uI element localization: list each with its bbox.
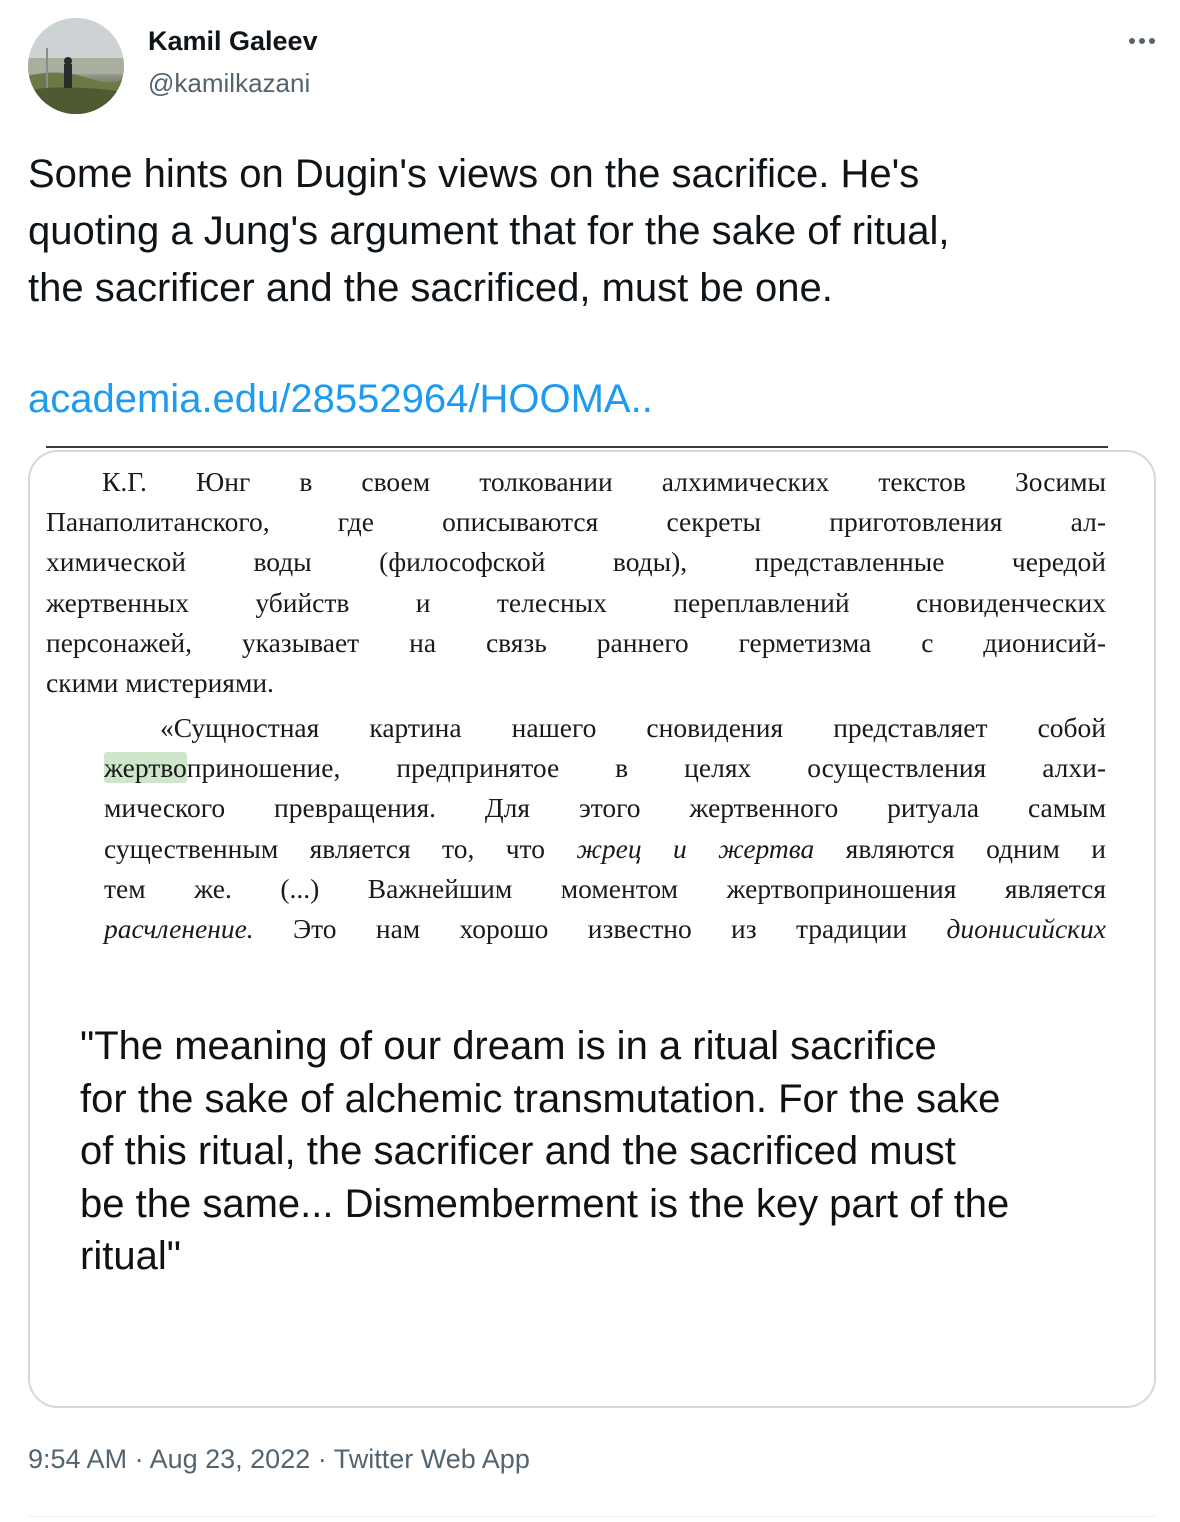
ru-italic-text: жрец и жертва (576, 832, 815, 864)
avatar-image (28, 18, 124, 114)
ru-text: существенным является то, что (104, 832, 577, 864)
tweet-meta (28, 1444, 530, 1475)
ru-text: являются одним и (814, 832, 1106, 864)
en-quote-line: ritual" (80, 1234, 181, 1278)
tweet-text-line: the sacrificer and the sacrificed, must be one. (28, 266, 833, 310)
ru-quote (104, 708, 1106, 949)
tweet-source[interactable]: Twitter Web App (333, 1444, 530, 1474)
ru-italic-text: расчленение. (104, 913, 254, 945)
author-handle[interactable]: @kamilkazani (148, 68, 311, 98)
ru-text: Это нам хорошо известно из традиции (253, 913, 947, 945)
ru-line (104, 829, 1106, 869)
tweet-date[interactable]: Aug 23, 2022 (149, 1444, 311, 1474)
tweet-time[interactable]: 9:54 AM (28, 1444, 128, 1474)
english-quote (80, 1020, 1120, 1283)
divider (28, 1516, 1156, 1517)
ru-paragraph-1 (46, 462, 1106, 703)
author-avatar[interactable] (28, 18, 124, 114)
en-quote-line: be the same... Dismemberment is the key part of the (80, 1181, 1010, 1226)
ru-line: «Сущностная картина нашего сновидения представляет собой (160, 712, 1106, 743)
ru-text: приношение, предпринятое в целях осуществления алхи- (186, 752, 1106, 784)
ru-line: химической воды (философской воды), представленные чередой (46, 546, 1106, 578)
tweet-text-line: quoting a Jung's argument that for the sake of ritual, (28, 209, 950, 253)
meta-separator: · (310, 1444, 334, 1474)
more-options-button[interactable] (1120, 26, 1164, 56)
ru-line (104, 748, 1106, 788)
en-quote-line: for the sake of alchemic transmutation. For the sake (80, 1076, 1001, 1121)
ru-italic-text: дионисийских (946, 913, 1106, 945)
ru-line: мического превращения. Для этого жертвенного ритуала самым (104, 792, 1106, 824)
en-quote-line: of this ritual, the sacrificer and the sacrificed must (80, 1129, 956, 1173)
highlighted-word: жертво (104, 752, 187, 784)
en-quote-line: "The meaning of our dream is in a ritual sacrifice (80, 1024, 937, 1068)
ru-line: жертвенных убийств и телесных переплавлений сновиденческих (46, 586, 1106, 618)
ru-line (104, 909, 1106, 949)
ru-line: скими мистериями. (46, 667, 274, 699)
scan-top-edge (46, 446, 1108, 448)
ru-line: тем же. (...) Важнейшим моментом жертвоприношения является (104, 872, 1106, 904)
ru-line: Панаполитанского, где описываются секреты приготовления ал- (46, 506, 1106, 538)
author-name[interactable]: Kamil Galeev (148, 26, 318, 56)
meta-separator: · (127, 1444, 150, 1474)
tweet-text (28, 146, 1148, 317)
ru-line: К.Г. Юнг в своем толковании алхимических текстов Зосимы (102, 466, 1106, 497)
ru-line: персонажей, указывает на связь раннего герметизма с дионисий- (46, 626, 1106, 658)
tweet-link[interactable]: academia.edu/28552964/HOOMA.. (28, 377, 653, 421)
more-horizontal-icon (1120, 26, 1164, 56)
tweet-text-line: Some hints on Dugin's views on the sacrifice. He's (28, 152, 920, 196)
